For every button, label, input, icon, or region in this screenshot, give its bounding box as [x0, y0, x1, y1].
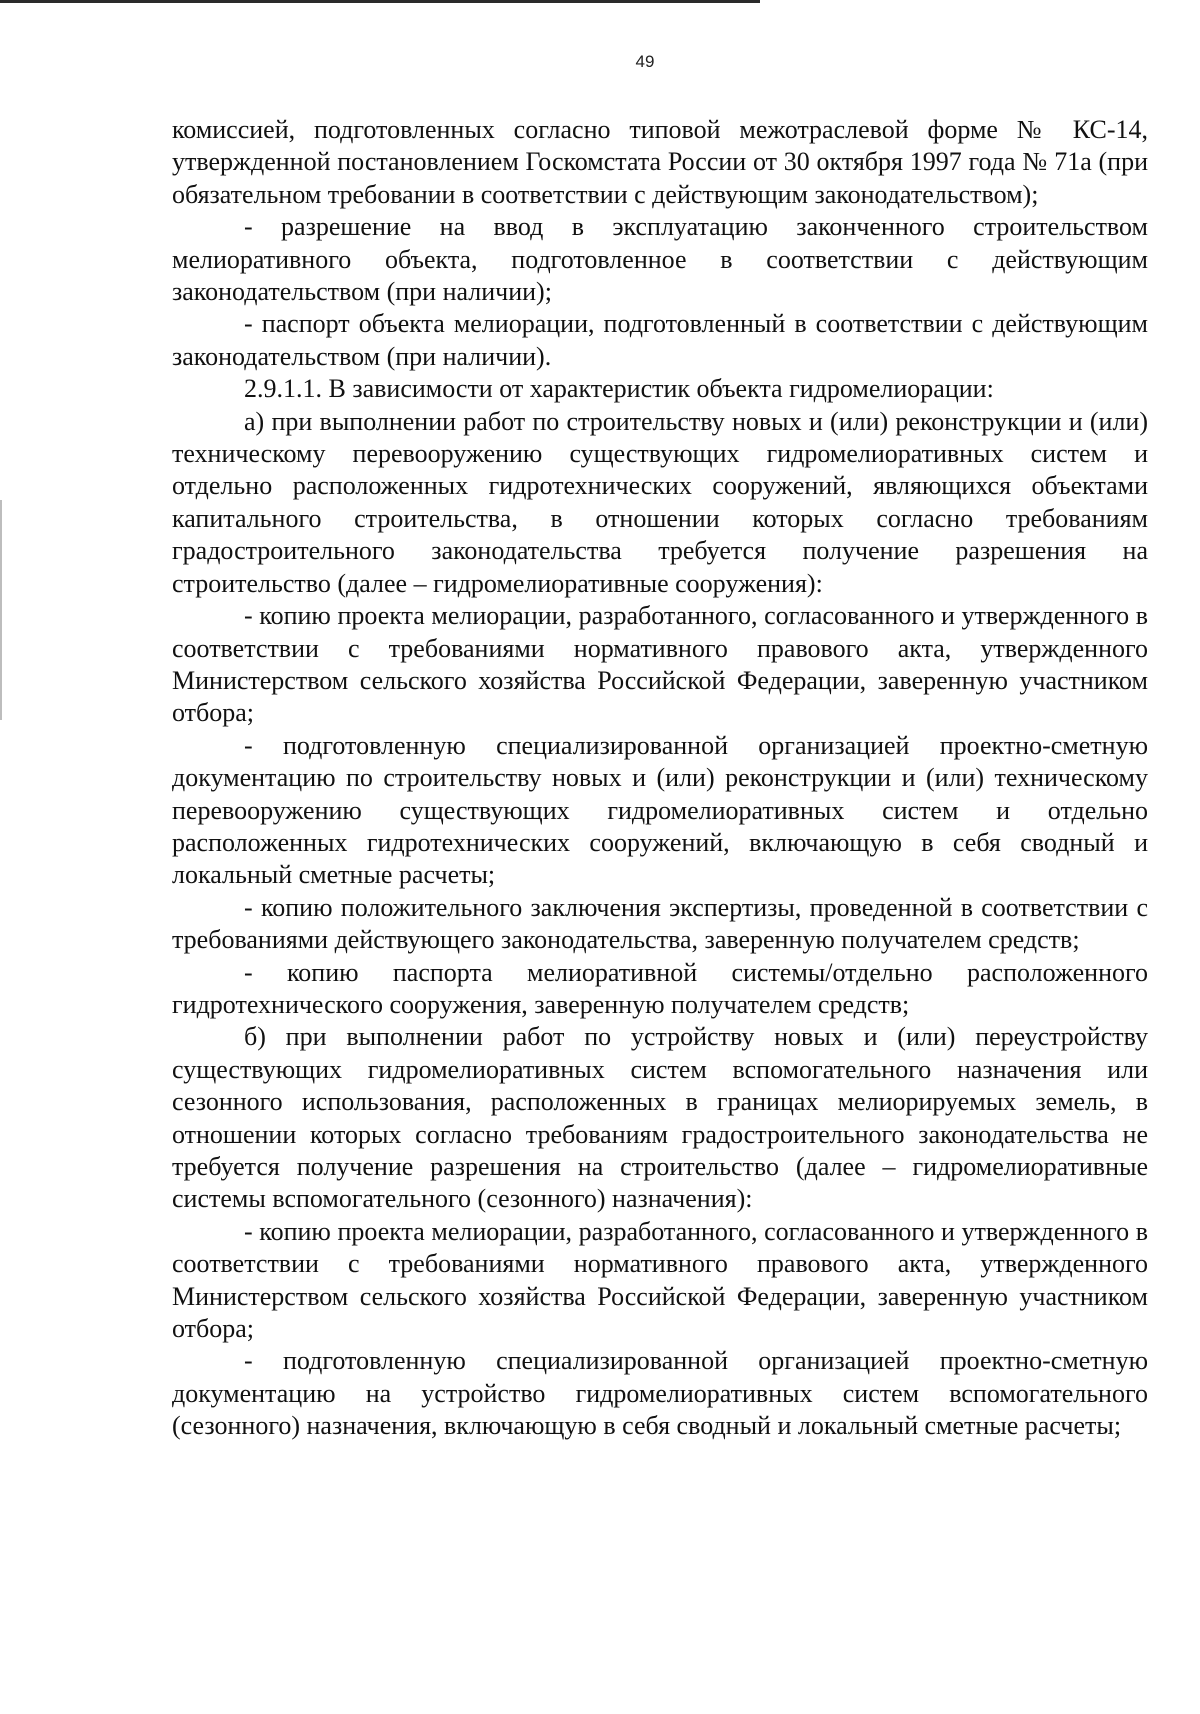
paragraph-item-a: а) при выполнении работ по строительству новых и (или) реконструкции и (или) техническому перевооружению существующих гидромелиоративных систем и отдельно расположенных гидротехнических сооружений, являющихся объектами капитального строительства, в отношении которых согласно требованиям градостроительного законодательства требуется получение разрешения на строительство (далее – гидромелиоративные сооружения):	[172, 406, 1148, 598]
paragraph-melioration-passport: - паспорт объекта мелиорации, подготовленный в соответствии с действующим законодательством (при наличии).	[172, 309, 1148, 371]
page-number: 49	[635, 52, 655, 71]
paragraph-a-expertise-conclusion: - копию положительного заключения экспертизы, проведенной в соответствии с требованиями действующего законодательства, заверенную получателем средств;	[172, 892, 1148, 955]
paragraph-section-2-9-1-1: 2.9.1.1. В зависимости от характеристик объекта гидромелиорации:	[244, 374, 994, 404]
paragraph-b-design-estimate: - подготовленную специализированной организацией проектно-сметную документацию на устройство гидромелиоративных систем вспомогательного (сезонного) назначения, включающую в себя сводный и локальный сметные расчеты;	[172, 1346, 1148, 1441]
paragraph-commissioning-permit: - разрешение на ввод в эксплуатацию законченного строительством мелиоративного объекта, подготовленное в соответствии с действующим законодательством (при наличии);	[172, 212, 1148, 307]
paragraph-continuation: комиссией, подготовленных согласно типовой межотраслевой форме № КС-14, утвержденной постановлением Госкомстата России от 30 октября 1997 года № 71а (при обязательном требовании в соответствии с действующим законодательством);	[172, 115, 1148, 209]
document-body	[172, 114, 1148, 1443]
paragraph-a-design-estimate: - подготовленную специализированной организацией проектно-сметную документацию по строительству новых и (или) реконструкции и (или) техническому перевооружению существующих гидромелиоративных систем и отдельно расположенных гидротехнических сооружений, включающую в себя сводный и локальный сметные расчеты;	[172, 730, 1148, 890]
paragraph-a-project-copy: - копию проекта мелиорации, разработанного, согласованного и утвержденного в соответствии с требованиями нормативного правового акта, утвержденного Министерством сельского хозяйства Российской Федерации, заверенную участником отбора;	[172, 601, 1148, 728]
paragraph-item-b: б) при выполнении работ по устройству новых и (или) переустройству существующих гидромелиоративных систем вспомогательного назначения или сезонного использования, расположенных в границах мелиорируемых земель, в отношении которых согласно требованиям градостроительного законодательства не требуется получение разрешения на строительство (далее – гидромелиоративные системы вспомогательного (сезонного) назначения):	[172, 1022, 1148, 1214]
paragraph-a-system-passport: - копию паспорта мелиоративной системы/отдельно расположенного гидротехнического сооружения, заверенную получателем средств;	[172, 957, 1148, 1019]
scan-top-border	[0, 0, 760, 3]
paragraph-b-project-copy: - копию проекта мелиорации, разработанного, согласованного и утвержденного в соответствии с требованиями нормативного правового акта, утвержденного Министерством сельского хозяйства Российской Федерации, заверенную участником отбора;	[172, 1216, 1148, 1344]
scan-left-edge-mark	[0, 500, 2, 720]
